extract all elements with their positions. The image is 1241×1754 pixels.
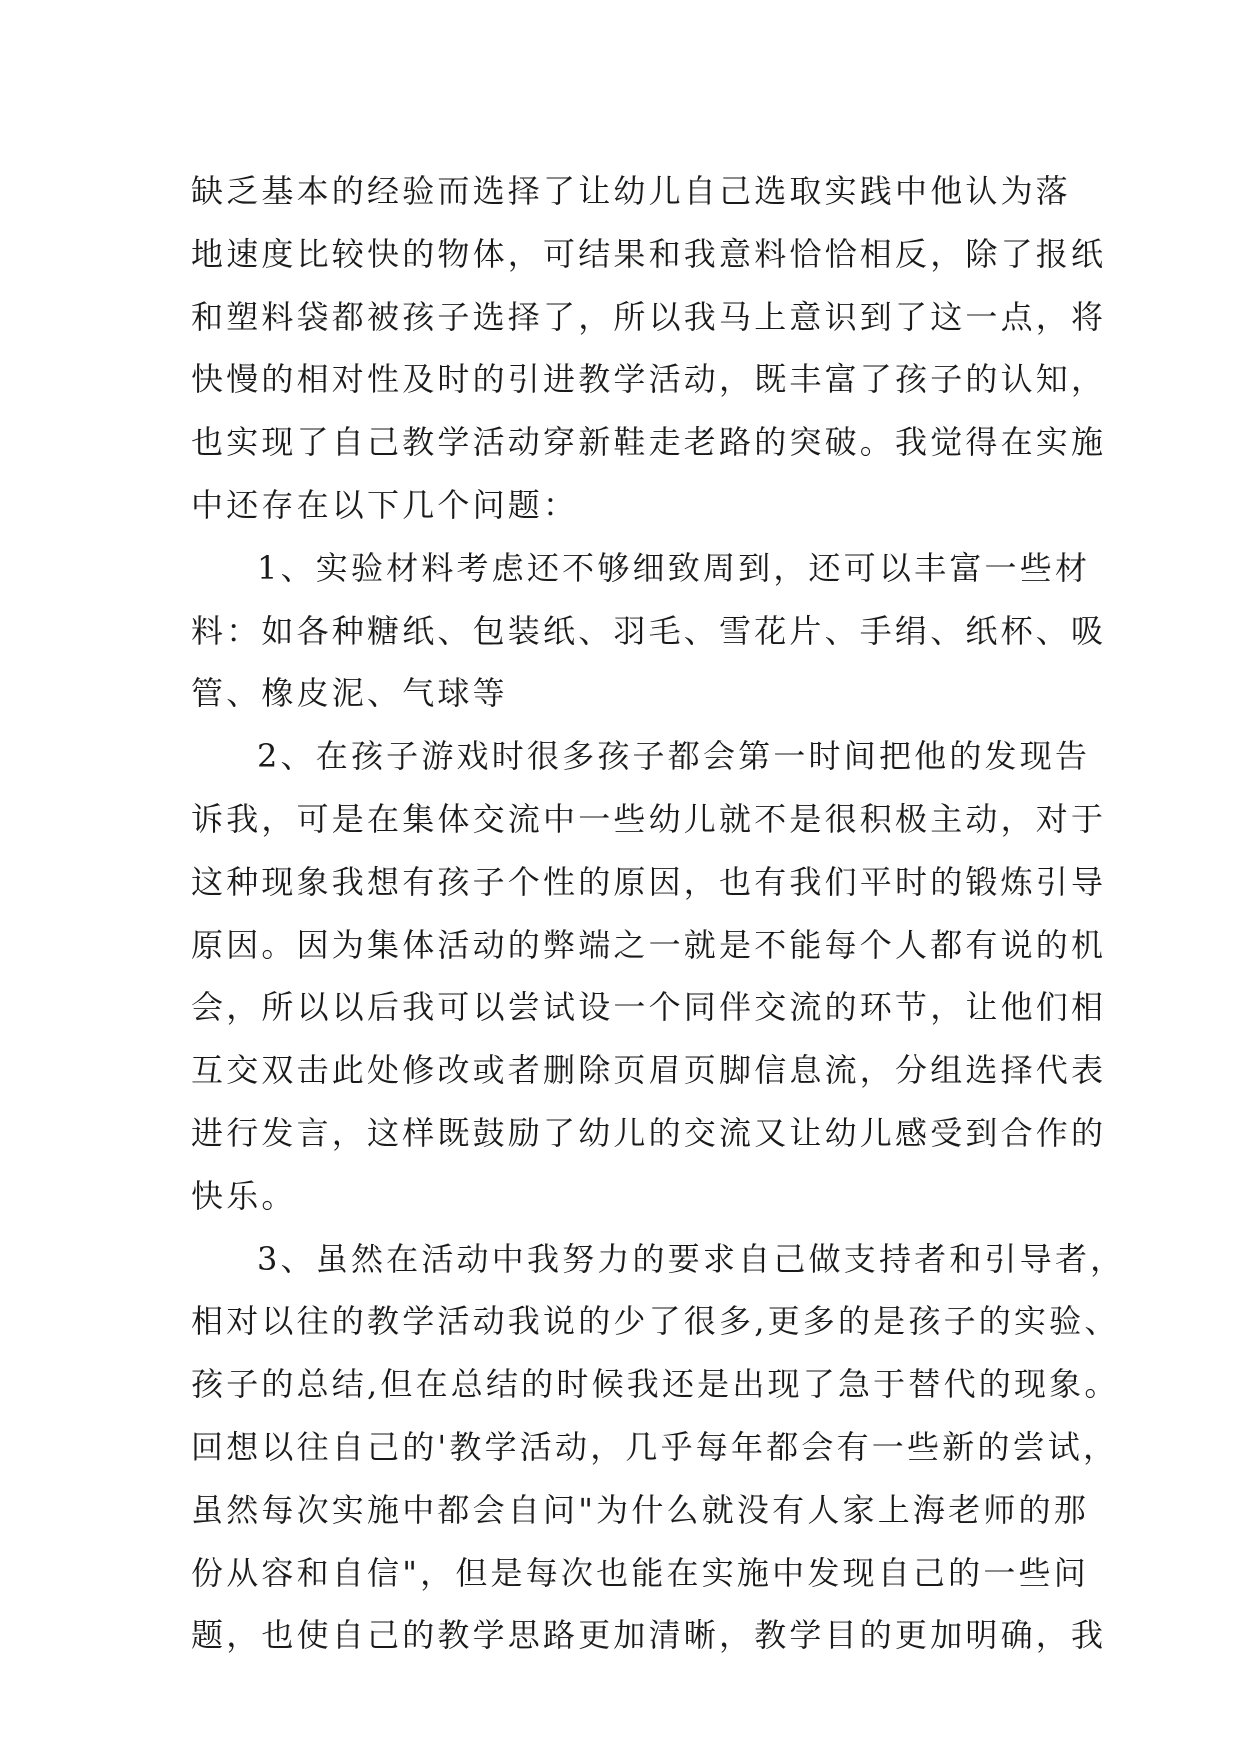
text-line: 相对以往的教学活动我说的少了很多,更多的是孩子的实验、 <box>191 1302 1120 1341</box>
text-line: 管、橡皮泥、气球等 <box>191 674 508 713</box>
text-line: 孩子的总结,但在总结的时候我还是出现了急于替代的现象。 <box>191 1365 1120 1404</box>
text-line: 3、虽然在活动中我努力的要求自己做支持者和引导者， <box>257 1239 1126 1278</box>
text-line: 份从容和自信"，但是每次也能在实施中发现自己的一些问 <box>191 1553 1089 1592</box>
text-line: 和塑料袋都被孩子选择了，所以我马上意识到了这一点，将 <box>191 297 1107 336</box>
text-line: 缺乏基本的经验而选择了让幼儿自己选取实践中他认为落 <box>191 172 1072 210</box>
text-line: 1、实验材料考虑还不够细致周到，还可以丰富一些材 <box>257 548 1091 587</box>
text-line: 快慢的相对性及时的引进教学活动，既丰富了孩子的认知， <box>191 360 1107 399</box>
text-line: 2、在孩子游戏时很多孩子都会第一时间把他的发现告 <box>257 737 1091 776</box>
text-line: 这种现象我想有孩子个性的原因，也有我们平时的锻炼引导 <box>191 862 1107 901</box>
text-line: 进行发言，这样既鼓励了幼儿的交流又让幼儿感受到合作的 <box>191 1113 1107 1152</box>
document-body <box>191 160 1126 1667</box>
text-line: 诉我，可是在集体交流中一些幼儿就不是很积极主动，对于 <box>191 799 1107 838</box>
text-line: 回想以往自己的'教学活动，几乎每年都会有一些新的尝试， <box>191 1427 1119 1466</box>
text-line: 料：如各种糖纸、包装纸、羽毛、雪花片、手绢、纸杯、吸 <box>191 611 1107 650</box>
text-line: 地速度比较快的物体，可结果和我意料恰恰相反，除了报纸 <box>191 234 1107 273</box>
text-line: 快乐。 <box>191 1176 297 1215</box>
text-line: 也实现了自己教学活动穿新鞋走老路的突破。我觉得在实施 <box>191 423 1107 462</box>
text-line: 中还存在以下几个问题： <box>191 485 579 524</box>
text-line: 互交双击此处修改或者删除页眉页脚信息流，分组选择代表 <box>191 1051 1107 1090</box>
text-line: 会，所以以后我可以尝试设一个同伴交流的环节，让他们相 <box>191 988 1107 1027</box>
text-line: 题，也使自己的教学思路更加清晰，教学目的更加明确，我 <box>191 1616 1107 1655</box>
text-line: 虽然每次实施中都会自问"为什么就没有人家上海老师的那 <box>191 1490 1089 1529</box>
text-line: 原因。因为集体活动的弊端之一就是不能每个人都有说的机 <box>191 925 1107 964</box>
